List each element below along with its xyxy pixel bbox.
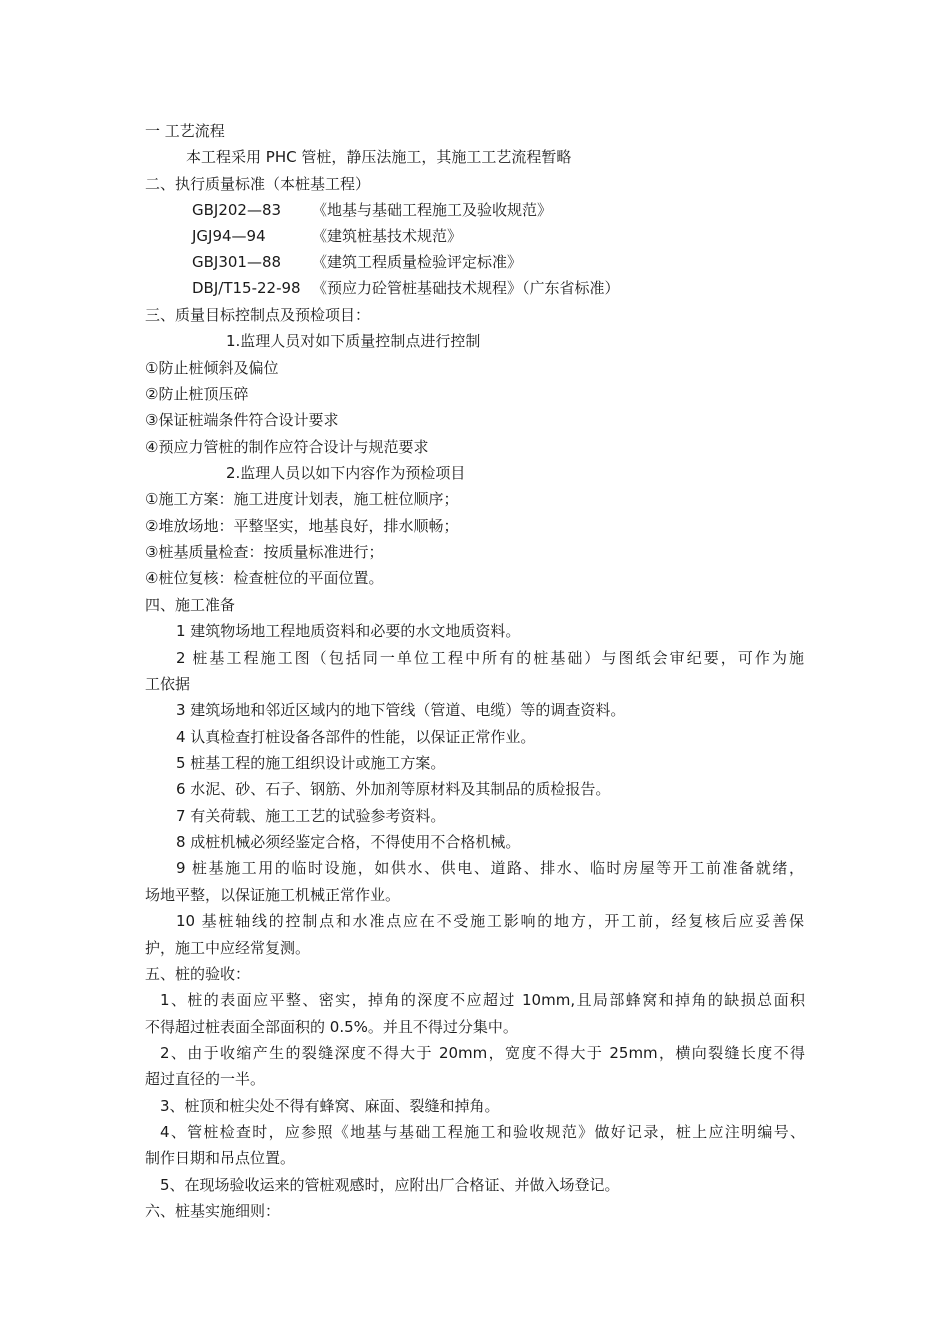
section-6-heading: 六、桩基实施细则： [145, 1202, 281, 1220]
standard-code: GBJ301—88 [192, 253, 282, 271]
list-item: ④桩位复核：检查桩位的平面位置。 [145, 569, 384, 587]
list-item: ②堆放场地：平整坚实，地基良好，排水顺畅； [145, 517, 459, 535]
list-item: 5、在现场验收运来的管桩观感时，应附出厂合格证、并做入场登记。 [160, 1176, 620, 1194]
standard-row [192, 223, 462, 249]
list-item: 3、桩顶和桩尖处不得有蜂窝、麻面、裂缝和掉角。 [160, 1097, 500, 1115]
section-4-heading: 四、施工准备 [145, 596, 236, 614]
list-item-continuation: 工依据 [145, 675, 191, 693]
list-item: 10 基桩轴线的控制点和水准点应在不受施工影响的地方，开工前，经复核后应妥善保 [176, 912, 804, 930]
standard-row [192, 249, 522, 275]
standard-code: GBJ202—83 [192, 201, 282, 219]
list-item: ①防止桩倾斜及偏位 [145, 359, 279, 377]
section-3-subheading: 1.监理人员对如下质量控制点进行控制 [226, 332, 481, 350]
list-item: 1、桩的表面应平整、密实，掉角的深度不应超过 10mm,且局部蜂窝和掉角的缺损总面积 [160, 991, 805, 1009]
standard-code: JGJ94—94 [192, 227, 266, 245]
list-item: 4 认真检查打桩设备各部件的性能，以保证正常作业。 [176, 728, 536, 746]
standard-title: 《预应力砼管桩基础技术规程》（广东省标准） [312, 279, 620, 297]
section-1-text: 本工程采用 PHC 管桩，静压法施工，其施工工艺流程暂略 [186, 148, 572, 166]
list-item-continuation: 超过直径的一半。 [145, 1070, 266, 1088]
list-item: ③保证桩端条件符合设计要求 [145, 411, 339, 429]
list-item: 3 建筑场地和邻近区域内的地下管线（管道、电缆）等的调查资料。 [176, 701, 626, 719]
standard-title: 《地基与基础工程施工及验收规范》 [312, 201, 553, 219]
standard-code: DBJ/T15-22-98 [192, 279, 301, 297]
list-item-continuation: 护，施工中应经常复测。 [145, 939, 311, 957]
list-item: 9 桩基施工用的临时设施，如供水、供电、道路、排水、临时房屋等开工前准备就绪， [176, 859, 804, 877]
list-item: 7 有关荷载、施工工艺的试验参考资料。 [176, 807, 446, 825]
list-item: ①施工方案：施工进度计划表，施工桩位顺序； [145, 490, 459, 508]
standard-title: 《建筑工程质量检验评定标准》 [312, 253, 523, 271]
list-item: ③桩基质量检查：按质量标准进行； [145, 543, 384, 561]
standard-title: 《建筑桩基技术规范》 [312, 227, 463, 245]
list-item: 5 桩基工程的施工组织设计或施工方案。 [176, 754, 446, 772]
section-1-heading: 一 工艺流程 [145, 122, 225, 140]
list-item: 2、由于收缩产生的裂缝深度不得大于 20mm，宽度不得大于 25mm，横向裂缝长度不得 [160, 1044, 805, 1062]
list-item: 4、管桩检查时，应参照《地基与基础工程施工和验收规范》做好记录，桩上应注明编号、 [160, 1123, 805, 1141]
list-item-continuation: 不得超过桩表面全部面积的 0.5%。并且不得过分集中。 [145, 1018, 518, 1036]
section-2-heading: 二、执行质量标准（本桩基工程） [145, 175, 371, 193]
list-item: 2 桩基工程施工图（包括同一单位工程中所有的桩基础）与图纸会审纪要，可作为施 [176, 649, 804, 667]
section-3-subheading: 2.监理人员以如下内容作为预检项目 [226, 464, 466, 482]
list-item: 6 水泥、砂、石子、钢筋、外加剂等原材料及其制品的质检报告。 [176, 780, 611, 798]
section-5-heading: 五、桩的验收： [145, 965, 251, 983]
list-item: ②防止桩顶压碎 [145, 385, 249, 403]
section-3-heading: 三、质量目标控制点及预检项目： [145, 306, 371, 324]
list-item-continuation: 制作日期和吊点位置。 [145, 1149, 296, 1167]
list-item: ④预应力管桩的制作应符合设计与规范要求 [145, 438, 429, 456]
standard-row [192, 275, 620, 301]
list-item: 8 成桩机械必须经鉴定合格，不得使用不合格机械。 [176, 833, 521, 851]
list-item-continuation: 场地平整，以保证施工机械正常作业。 [145, 886, 401, 904]
standard-row [192, 197, 552, 223]
list-item: 1 建筑物场地工程地质资料和必要的水文地质资料。 [176, 622, 521, 640]
